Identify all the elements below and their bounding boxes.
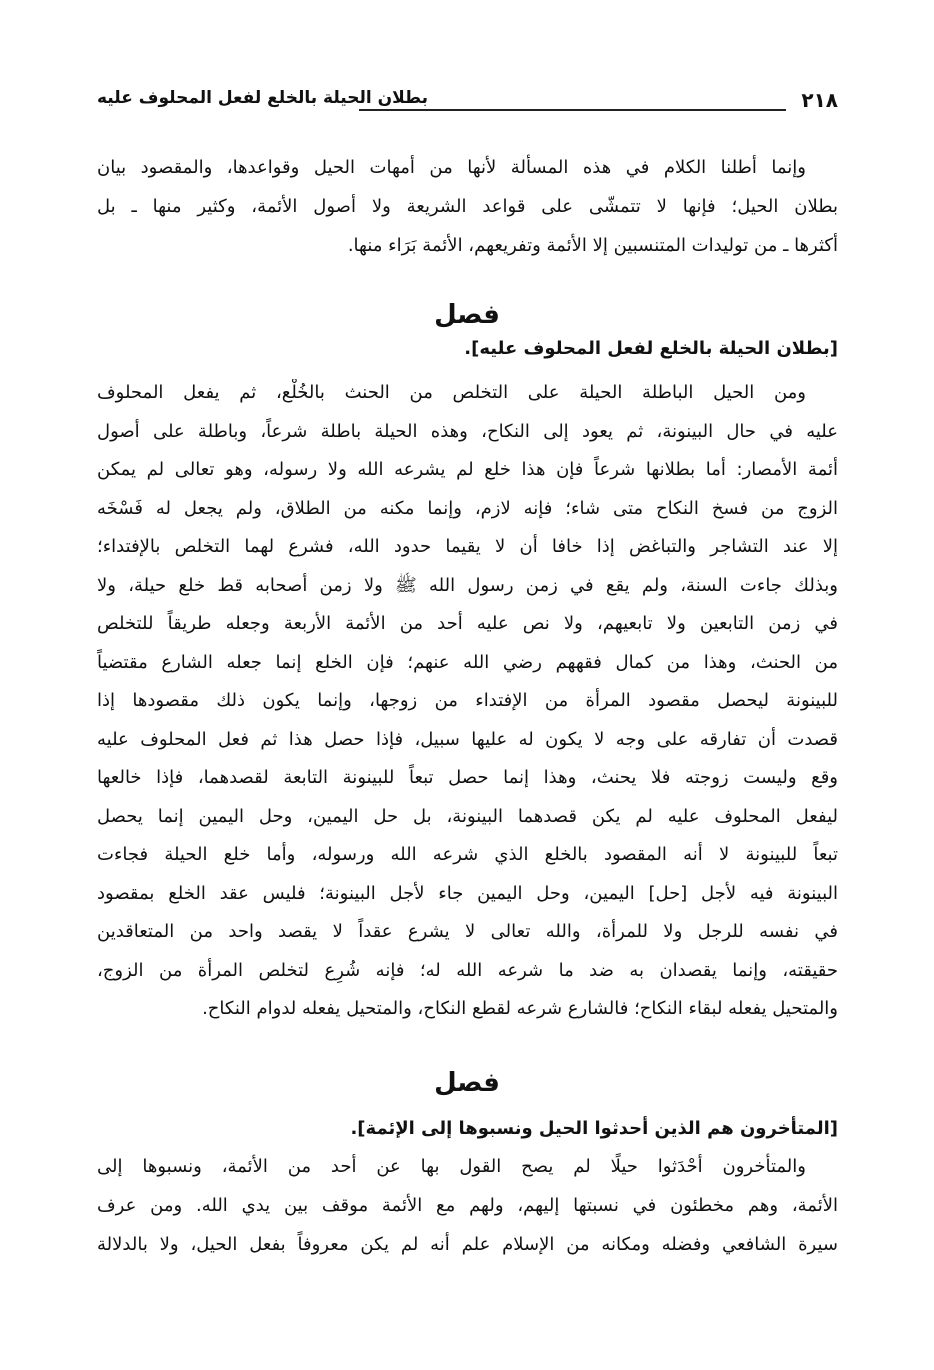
text-line: قصدت أن تفارقه على وجه لا يكون له عليها سبيل، فإذا حصل هذا ثم فعل المحلوف عليه [97,728,838,750]
running-header [97,88,838,118]
text-line: وقع وليست زوجته فلا يحنث، وهذا إنما حصل تبعاً للبينونة التابعة لقصدهما، فإذا خالعها [97,767,838,788]
section-subtitle: [المتأخرون هم الذين أحدثوا الحيل ونسبوها إلى الإئمة]. [350,1118,838,1139]
header-rule [359,109,786,111]
text-line: ومن الحيل الباطلة الحيلة على التخلص من الحنث بالخُلْع، ثم يفعل المحلوف [97,382,806,403]
text-line: ليفعل المحلوف عليه لم يكن قصدهما البينونة، بل حل اليمين، وحل اليمين إنما يحصل [97,805,838,827]
text-line: الأئمة، وهم مخطئون في نسبتها إليهم، ولهم مع الأئمة موقف بين يدي الله. ومن عرف [97,1195,838,1216]
text-line: وبذلك جاءت السنة، ولم يقع في زمن رسول الله ﷺ ولا زمن أصحابه قط خلع حيلة، ولا [97,574,838,596]
text-line: البينونة فيه لأجل [حل] اليمين، وحل اليمين جاء لأجل البينونة؛ فليس عقد الخلع بمقصود [97,882,838,904]
text-line: عليه في حال البينونة، ثم يعود إلى النكاح، وهذه الحيلة باطلة شرعاً، وباطلة على أصول [97,420,838,442]
section-subtitle: [بطلان الحيلة بالخلع لفعل المحلوف عليه]. [464,338,838,359]
text-line: سيرة الشافعي وفضله ومكانه من الإسلام علم أنه لم يكن معروفاً بفعل الحيل، ولا بالدلالة [97,1234,838,1255]
text-line: في زمن التابعين ولا تابعيهم، ولا نص عليه أحد من الأئمة الأربعة وجعله طريقاً للتخلص [97,613,838,634]
text-line: بطلان الحيل؛ فإنها لا تتمشّى على قواعد الشريعة ولا أصول الأئمة، وكثير منها ـ بل [97,196,838,217]
page-number: ٢١٨ [801,88,838,112]
text-line: حقيقته، وإنما يقصدان به ضد ما شرعه الله له؛ فإنه شُرِع لتخلص المرأة من الزوج، [97,959,838,981]
text-line: أكثرها ـ من توليدات المتنسبين إلا الأئمة وتفريعهم، الأئمة بَرَاء منها. [347,235,838,256]
text-line: إلا عند التشاجر والتباغض إذا خافا أن لا يقيما حدود الله، فشرع لهما التخلص بالإفتداء؛ [97,536,838,557]
text-line: الزوج من فسخ النكاح متى شاء؛ فإنه لازم، وإنما مكنه من الطلاق، ولم يجعل له فَسْخَه [97,497,838,519]
text-line: للبينونة ليحصل مقصود المرأة من الإفتداء من زوجها، وإنما يكون ذلك مقصودها إذا [97,690,838,711]
text-line: وإنما أطلنا الكلام في هذه المسألة لأنها من أمهات الحيل وقواعدها، والمقصود بيان [97,157,806,178]
text-line: والمتحيل يفعله لبقاء النكاح؛ فالشارع شرعه لقطع النكاح، والمتحيل يفعله لدوام النكاح. [202,998,838,1019]
text-line: أئمة الأمصار: أما بطلانها شرعاً فإن هذا خلع لم يشرعه الله ولا رسوله، وهو تعالى لم يمكن [97,459,838,480]
text-line: تبعاً للبينونة لا أنه المقصود بالخلع الذي شرعه الله ورسوله، وأما خلع الحيلة فجاءت [97,844,838,865]
section-heading: فصل [434,300,500,330]
text-line: من الحنث، وهذا من كمال فقههم رضي الله عنهم؛ فإن الخلع إنما جعله الشارع مقتضياً [97,651,838,673]
text-line: والمتأخرون أحْدَثوا حيلًا لم يصح القول بها عن أحد من الأئمة، ونسبوها إلى [97,1156,806,1177]
text-line: في نفسه للرجل ولا للمرأة، والله تعالى لا يشرع عقداً لا يقصد واحد من المتعاقدين [97,921,838,942]
section-heading: فصل [434,1068,500,1098]
running-title: بطلان الحيلة بالخلع لفعل المحلوف عليه [97,88,428,108]
